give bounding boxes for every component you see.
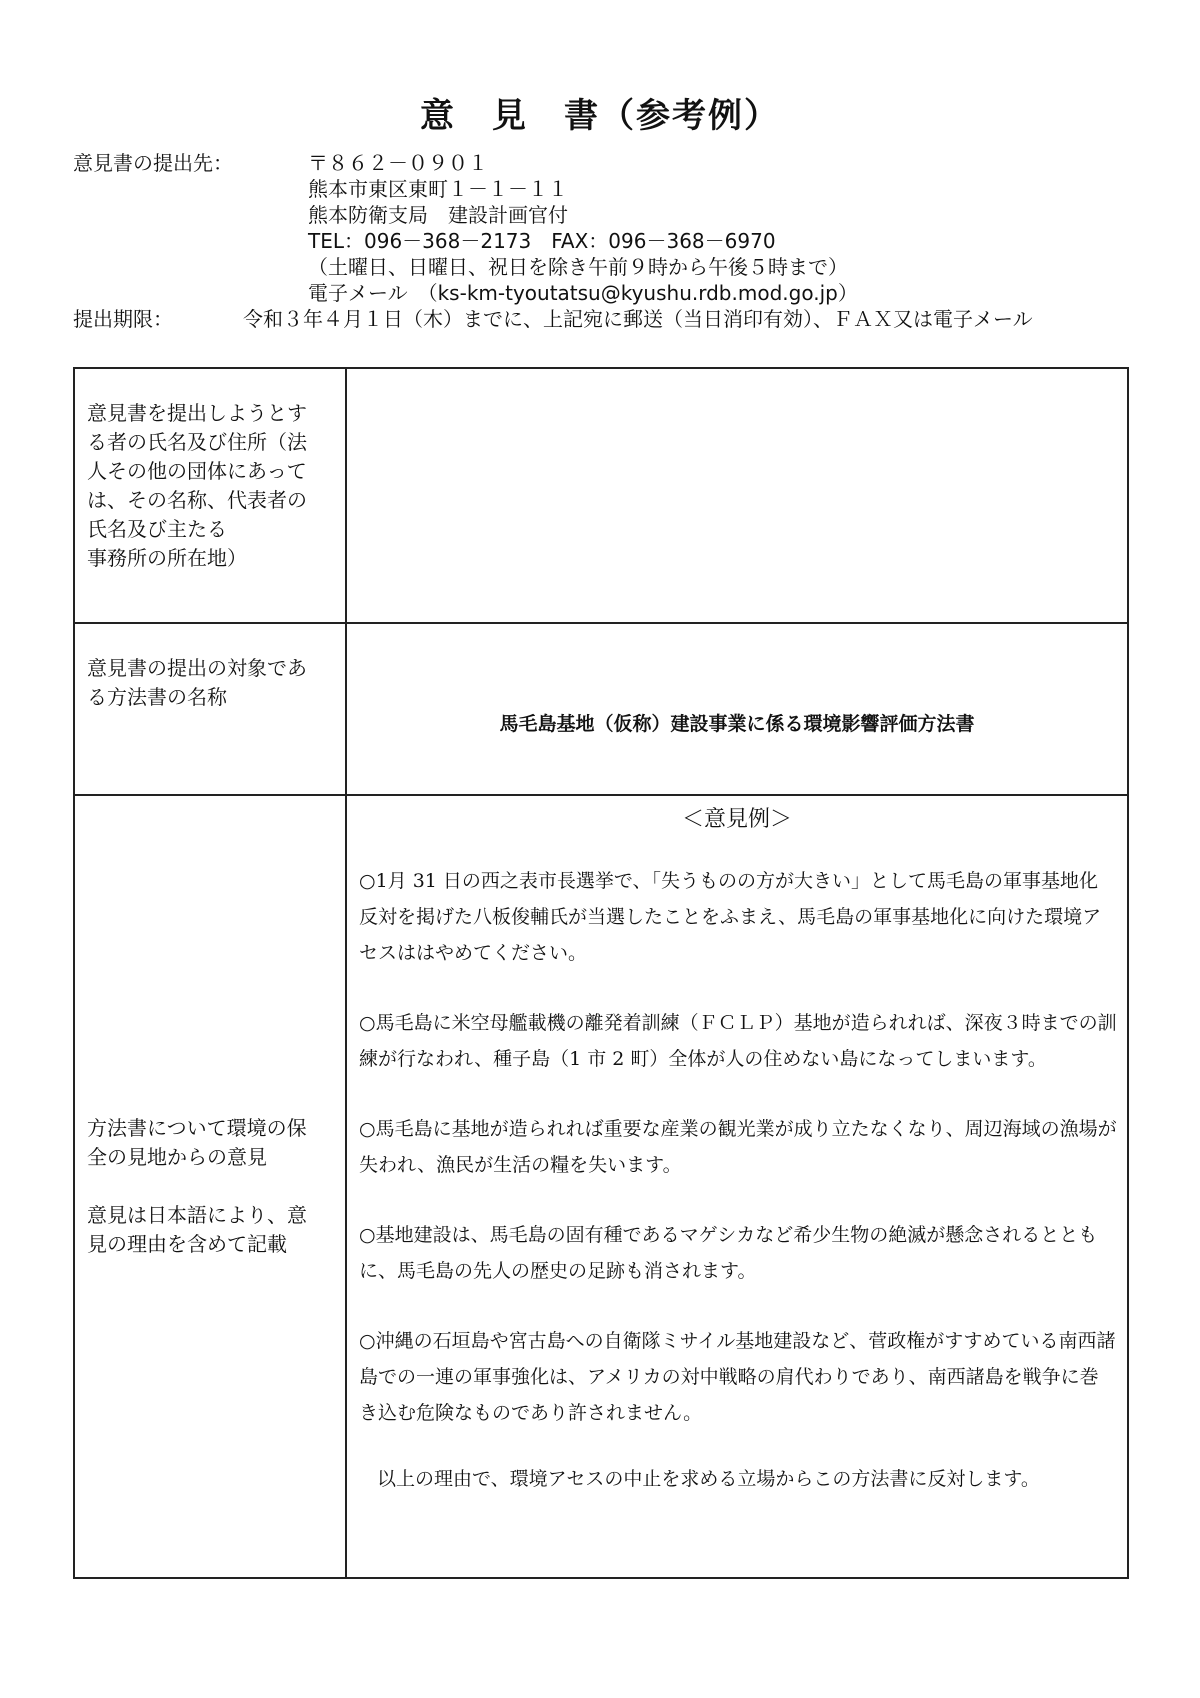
tel-fax: TEL：096－368－2173 FAX：096－368－6970 [308, 229, 776, 253]
opinion-paragraph: ○1月 31 日の西之表市長選挙で、「失うものの方が大きい」として馬毛島の軍事基地化反対を掲げた八板俊輔氏が当選したことをふまえ、馬毛島の軍事基地化に向けた環境アセスははやめてください。 [359, 870, 1102, 964]
submitter-row [74, 368, 1128, 623]
office-name: 熊本防衛支局 建設計画官付 [308, 203, 568, 227]
opinion-label-line: 方法書について環境の保 [87, 1116, 307, 1140]
opinion-example-heading: ＜意見例＞ [681, 807, 792, 832]
opinion-note-line: 意見は日本語により、意 [87, 1203, 307, 1227]
deadline-label: 提出期限： [73, 307, 173, 331]
opinion-row [74, 795, 1128, 1578]
opinion-label-cell [74, 795, 346, 1578]
opinion-note-line: 見の理由を含めて記載 [87, 1232, 287, 1256]
opinion-conclusion: 以上の理由で、環境アセスの中止を求める立場からこの方法書に反対します。 [377, 1468, 1040, 1490]
opinion-paragraph: ○沖縄の石垣島や宮古島への自衛隊ミサイル基地建設など、菅政権がすすめている南西諸島での一連の軍事強化は、アメリカの対中戦略の肩代わりであり、南西諸島を戦争に巻き込む危険なものであり許されません。 [359, 1330, 1116, 1424]
opinion-paragraph: ○馬毛島に米空母艦載機の離発着訓練（ＦＣＬＰ）基地が造られれば、深夜３時までの訓練が行なわれ、種子島（1 市 2 町）全体が人の住めない島になってしまいます。 [359, 1012, 1117, 1070]
submitter-value-cell[interactable] [346, 368, 1128, 623]
opinion-paragraph: ○基地建設は、馬毛島の固有種であるマゲシカなど希少生物の絶滅が懸念されるとともに、馬毛島の先人の歴史の足跡も消されます。 [359, 1224, 1098, 1282]
submitter-label-line: る者の氏名及び住所（法 [87, 430, 307, 454]
deadline-value: 令和３年４月１日（木）までに、上記宛に郵送（当日消印有効）、ＦＡＸ又は電子メール [243, 307, 1033, 331]
address: 熊本市東区東町１－１－１１ [308, 177, 568, 201]
document-name-value-cell [346, 623, 1128, 795]
office-hours: （土曜日、日曜日、祝日を除き午前９時から午後５時まで） [308, 255, 848, 279]
submitter-label-line: 氏名及び主たる [87, 517, 227, 541]
submitter-label-line: 人その他の団体にあって [87, 459, 307, 483]
document-name-label-line: る方法書の名称 [87, 685, 227, 709]
opinion-form-table [73, 367, 1129, 1579]
document-title: 意 見 書（参考例） [420, 96, 780, 136]
opinion-value-cell [346, 795, 1128, 1578]
document-name-value: 馬毛島基地（仮称）建設事業に係る環境影響評価方法書 [499, 713, 975, 735]
submitter-label-line: 事務所の所在地） [87, 546, 247, 570]
submitter-label-line: は、その名称、代表者の [87, 488, 307, 512]
document-name-label-cell [74, 623, 346, 795]
email: 電子メール （ks-km-tyoutatsu@kyushu.rdb.mod.go.jp） [308, 281, 858, 305]
submitter-label-line: 意見書を提出しようとす [87, 401, 307, 425]
document-name-row [74, 623, 1128, 795]
opinion-paragraph: ○馬毛島に基地が造られれば重要な産業の観光業が成り立たなくなり、周辺海域の漁場が失われ、漁民が生活の糧を失います。 [359, 1118, 1117, 1176]
postal-code: 〒８６２－０９０１ [308, 151, 488, 175]
submitter-label-cell [74, 368, 346, 623]
opinion-label-line: 全の見地からの意見 [87, 1145, 267, 1169]
submission-label: 意見書の提出先： [73, 151, 233, 175]
document-name-label-line: 意見書の提出の対象であ [87, 656, 307, 680]
